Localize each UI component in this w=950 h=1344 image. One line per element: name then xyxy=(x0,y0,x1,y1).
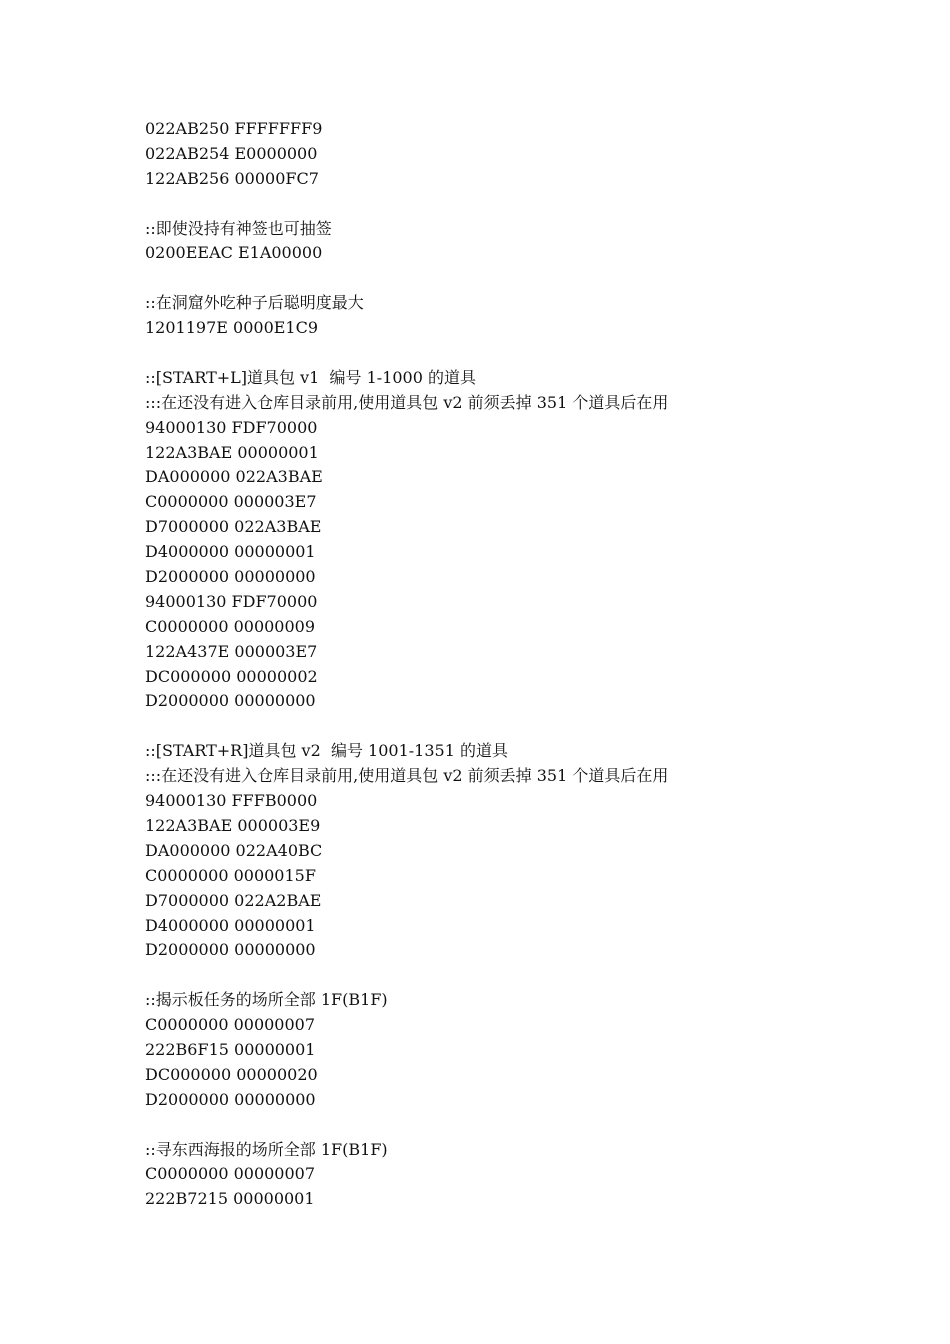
code-line: 222B7215 00000001 xyxy=(145,1189,315,1209)
code-line: 122A3BAE 00000001 xyxy=(145,442,319,462)
code-line: D7000000 022A3BAE xyxy=(145,517,322,537)
code-line: C0000000 00000007 xyxy=(145,1015,316,1035)
code-line: DC000000 00000020 xyxy=(145,1064,318,1084)
code-line: C0000000 00000007 xyxy=(145,1164,316,1184)
code-line: 0200EEAC E1A00000 xyxy=(145,243,323,263)
section-heading: ::[START+L]道具包 v1 编号 1-1000 的道具 xyxy=(145,367,477,387)
code-line: 94000130 FFFB0000 xyxy=(145,791,318,811)
code-line: D4000000 00000001 xyxy=(145,915,316,935)
code-line: D2000000 00000000 xyxy=(145,940,316,960)
code-line: 94000130 FDF70000 xyxy=(145,417,318,437)
code-line: 1201197E 0000E1C9 xyxy=(145,318,319,338)
code-line: D7000000 022A2BAE xyxy=(145,890,322,910)
code-line: 022AB254 E0000000 xyxy=(145,143,318,163)
section-note: :::在还没有进入仓库目录前用,使用道具包 v2 前须丢掉 351 个道具后在用 xyxy=(145,392,669,412)
blank-line xyxy=(145,963,930,988)
section-heading: ::在洞窟外吃种子后聪明度最大 xyxy=(145,293,364,313)
blank-line xyxy=(145,192,930,217)
code-line: C0000000 000003E7 xyxy=(145,492,317,512)
blank-line xyxy=(145,714,930,739)
code-line: 022AB250 FFFFFFF9 xyxy=(145,119,323,138)
blank-line xyxy=(145,266,930,291)
code-line: C0000000 00000009 xyxy=(145,616,316,636)
code-line: DC000000 00000002 xyxy=(145,666,318,686)
code-line: D2000000 00000000 xyxy=(145,1089,316,1109)
code-line: D4000000 00000001 xyxy=(145,542,316,562)
code-line: D2000000 00000000 xyxy=(145,691,316,711)
section-heading: ::寻东西海报的场所全部 1F(B1F) xyxy=(145,1139,388,1159)
section-heading: ::揭示板任务的场所全部 1F(B1F) xyxy=(145,990,388,1010)
code-line: C0000000 0000015F xyxy=(145,865,316,885)
code-line: 122A3BAE 000003E9 xyxy=(145,815,321,835)
blank-line xyxy=(145,1113,930,1138)
section-heading: ::即使没持有神签也可抽签 xyxy=(145,218,332,238)
code-line: 122AB256 00000FC7 xyxy=(145,168,319,188)
section-note: :::在还没有进入仓库目录前用,使用道具包 v2 前须丢掉 351 个道具后在用 xyxy=(145,766,669,786)
code-line: 94000130 FDF70000 xyxy=(145,591,318,611)
section-heading: ::[START+R]道具包 v2 编号 1001-1351 的道具 xyxy=(145,741,508,761)
code-line: 122A437E 000003E7 xyxy=(145,641,318,661)
code-line: D2000000 00000000 xyxy=(145,567,316,587)
blank-line xyxy=(145,341,930,366)
code-line: 222B6F15 00000001 xyxy=(145,1039,316,1059)
code-line: DA000000 022A3BAE xyxy=(145,467,323,487)
code-line: DA000000 022A40BC xyxy=(145,840,323,860)
document-body xyxy=(145,117,930,1212)
